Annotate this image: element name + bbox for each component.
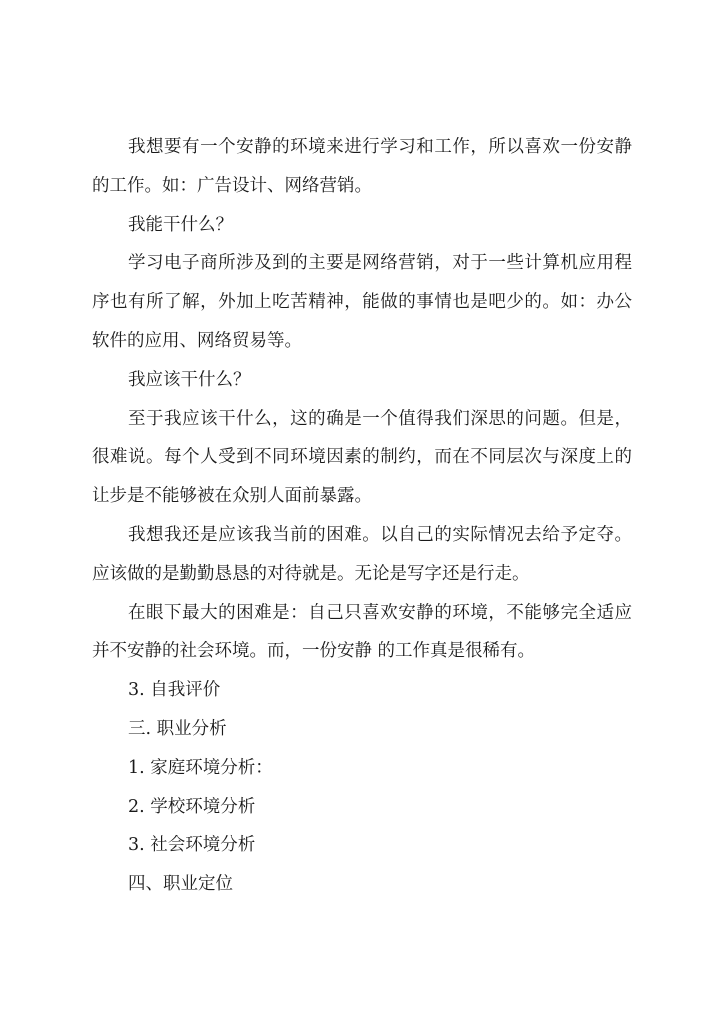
document-body: [92, 128, 632, 904]
paragraph-reflection: 至于我应该干什么，这的确是一个值得我们深思的问题。但是，很难说。每个人受到不同环境因素的制约，而在不同层次与深度上的让步是不能够被在众别人面前暴露。: [92, 408, 632, 507]
paragraph-quiet-work: 我想要有一个安静的环境来进行学习和工作，所以喜欢一份安静的工作。如：广告设计、网络营销。: [92, 137, 632, 196]
paragraph-ecommerce-skills: 学习电子商所涉及到的主要是网络营销，对于一些计算机应用程序也有所了解，外加上吃苦精神，能做的事情也是吧少的。如：办公软件的应用、网络贸易等。: [92, 253, 632, 351]
heading-what-should-i-do: 我应该干什么？: [128, 369, 251, 390]
item-school-environment: 2. 学校环境分析: [128, 796, 256, 817]
paragraph-biggest-difficulty: 在眼下最大的困难是：自己只喜欢安静的环境，不能够完全适应并不安静的社会环境。而，一份安静 的工作真是很稀有。: [92, 602, 632, 662]
heading-what-can-i-do: 我能干什么？: [128, 214, 233, 235]
item-social-environment: 3. 社会环境分析: [128, 835, 256, 856]
section-career-positioning: 四、职业定位: [128, 874, 233, 895]
paragraph-current-difficulty: 我想我还是应该我当前的困难。以自己的实际情况去给予定夺。应该做的是勤勤恳恳的对待就是。无论是写字还是行走。: [92, 524, 632, 584]
section-career-analysis: 三. 职业分析: [128, 718, 227, 739]
item-family-environment: 1. 家庭环境分析：: [128, 757, 273, 778]
section-self-evaluation: 3. 自我评价: [128, 680, 221, 701]
